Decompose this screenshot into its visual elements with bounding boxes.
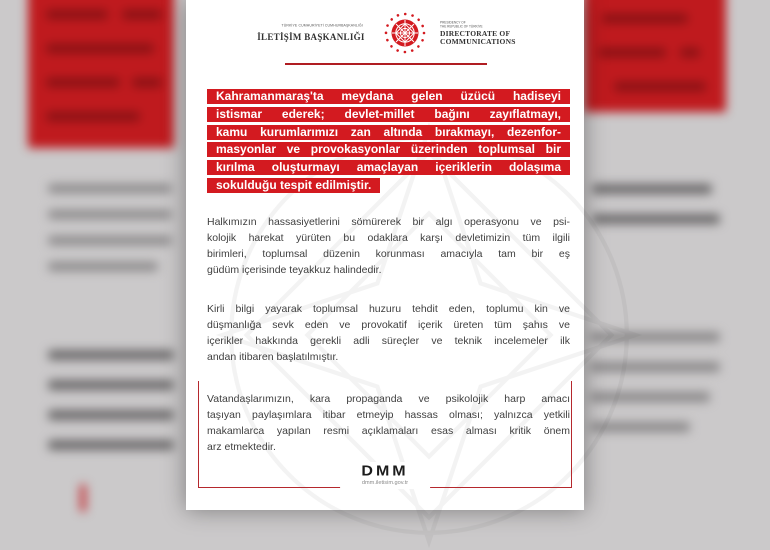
blurred-text-bar [48,236,172,245]
directorate-emblem-icon [383,11,427,55]
highlight-line: kırılma oluşturmayı amaçlayan içeriklerin dolaşıma [207,160,570,175]
body-line: güdüm içerisinde teyakkuz halindedir. [207,264,382,276]
blurred-text-bar [48,410,174,420]
body-line: andan itibaren başlatılmıştır. [207,351,339,363]
blurred-text-bar [46,44,154,53]
paragraph-1 [207,214,570,278]
body-line: Kirli bilgi yayarak toplumsal huzuru tehdit eden, toplumu kin ve [207,303,570,315]
blurred-text-bar [614,82,706,91]
blurred-text-bar [48,262,158,271]
highlight-line: sokulduğu tespit edilmiştir. [207,178,380,193]
dmm-url-text: dmm.iletisim.gov.tr [361,480,409,486]
body-line: arz etmektedir. [207,441,276,453]
body-line: içerikler hakkında gerekli adli süreçler ve teknik incelemeler ilk [207,335,570,347]
paragraph-3 [207,391,570,455]
blurred-text-bar [602,14,688,23]
blurred-text-bar [46,10,108,19]
blurred-text-bar [46,78,120,87]
blurred-text-bar [132,78,162,87]
presidency-tr-small-text: TÜRKİYE CUMHURİYETİ CUMHURBAŞKANLIĞI [281,23,363,27]
dmm-logo-text: DMM [361,463,409,480]
body-line: Vatandaşlarımızın, kara propaganda ve psikolojik harp amacı [207,393,570,405]
body-line: makamlarca yapılan resmi açıklamaları esas alması kritik önem [207,425,570,437]
body-line: birimleri, toplumsal düzenin korunması amacıyla tam bir eş [207,248,570,260]
highlighted-statement [207,89,570,201]
blurred-frame-corner [80,484,86,512]
blurred-text-bar [592,184,712,194]
header [186,9,584,57]
blurred-text-bar [680,48,700,57]
highlight-line: Kahramanmaraş'ta meydana gelen üzücü hadiseyi [207,89,570,104]
blurred-text-bar [590,422,690,432]
blurred-text-bar [46,112,140,121]
blurred-text-bar [590,332,720,342]
highlight-line: kamu kurumlarımızı zan altında bırakmayı, dezenfor- [207,125,570,140]
blurred-text-bar [592,214,720,224]
blurred-text-bar [590,362,720,372]
iletisim-baskanligi-logo [252,22,370,45]
dmm-logo [340,462,430,489]
directorate-of-communications-logo [440,20,518,47]
paragraph-2 [207,301,570,365]
blurred-red-block-right [584,0,726,112]
highlight-line: istismar ederek; devlet-millet bağını zayıflatmayı, [207,107,570,122]
blurred-text-bar [598,48,666,57]
presidency-en-small-text-1: PRESIDENCY OF [440,20,466,24]
blurred-text-bar [122,10,162,19]
blurred-text-bar [48,440,174,450]
highlight-line: masyonlar ve provokasyonlar üzerinden toplumsal bir [207,142,570,157]
blurred-text-bar [48,380,174,390]
directorate-text: DIRECTORATE OF COMMUNICATIONS [440,28,516,46]
body-line: Halkımızın hassasiyetlerini sömürerek bir algı operasyonu ve psi- [207,216,570,228]
header-divider-line [285,63,487,65]
blurred-text-bar [590,392,710,402]
blurred-red-block-left [28,0,174,148]
statement-card [186,0,584,510]
blurred-text-bar [48,184,172,193]
blurred-text-bar [48,210,172,219]
body-line: kolojik harekat yürüten bu odaklara karşı devletimizin tüm ilgili [207,232,570,244]
presidency-en-small-text-2: THE REPUBLIC OF TÜRKİYE [440,24,483,28]
iletisim-baskanligi-text: İLETİŞİM BAŞKANLIĞI [257,31,365,42]
body-line: düşmanlığa sevk eden ve provokatif içerik üreten tüm şahıs ve [207,319,570,331]
body-line: taşıyan paylaşımlara itibar etmeyip hassas olması; yalnızca yetkili [207,409,570,421]
blurred-text-bar [48,350,174,360]
